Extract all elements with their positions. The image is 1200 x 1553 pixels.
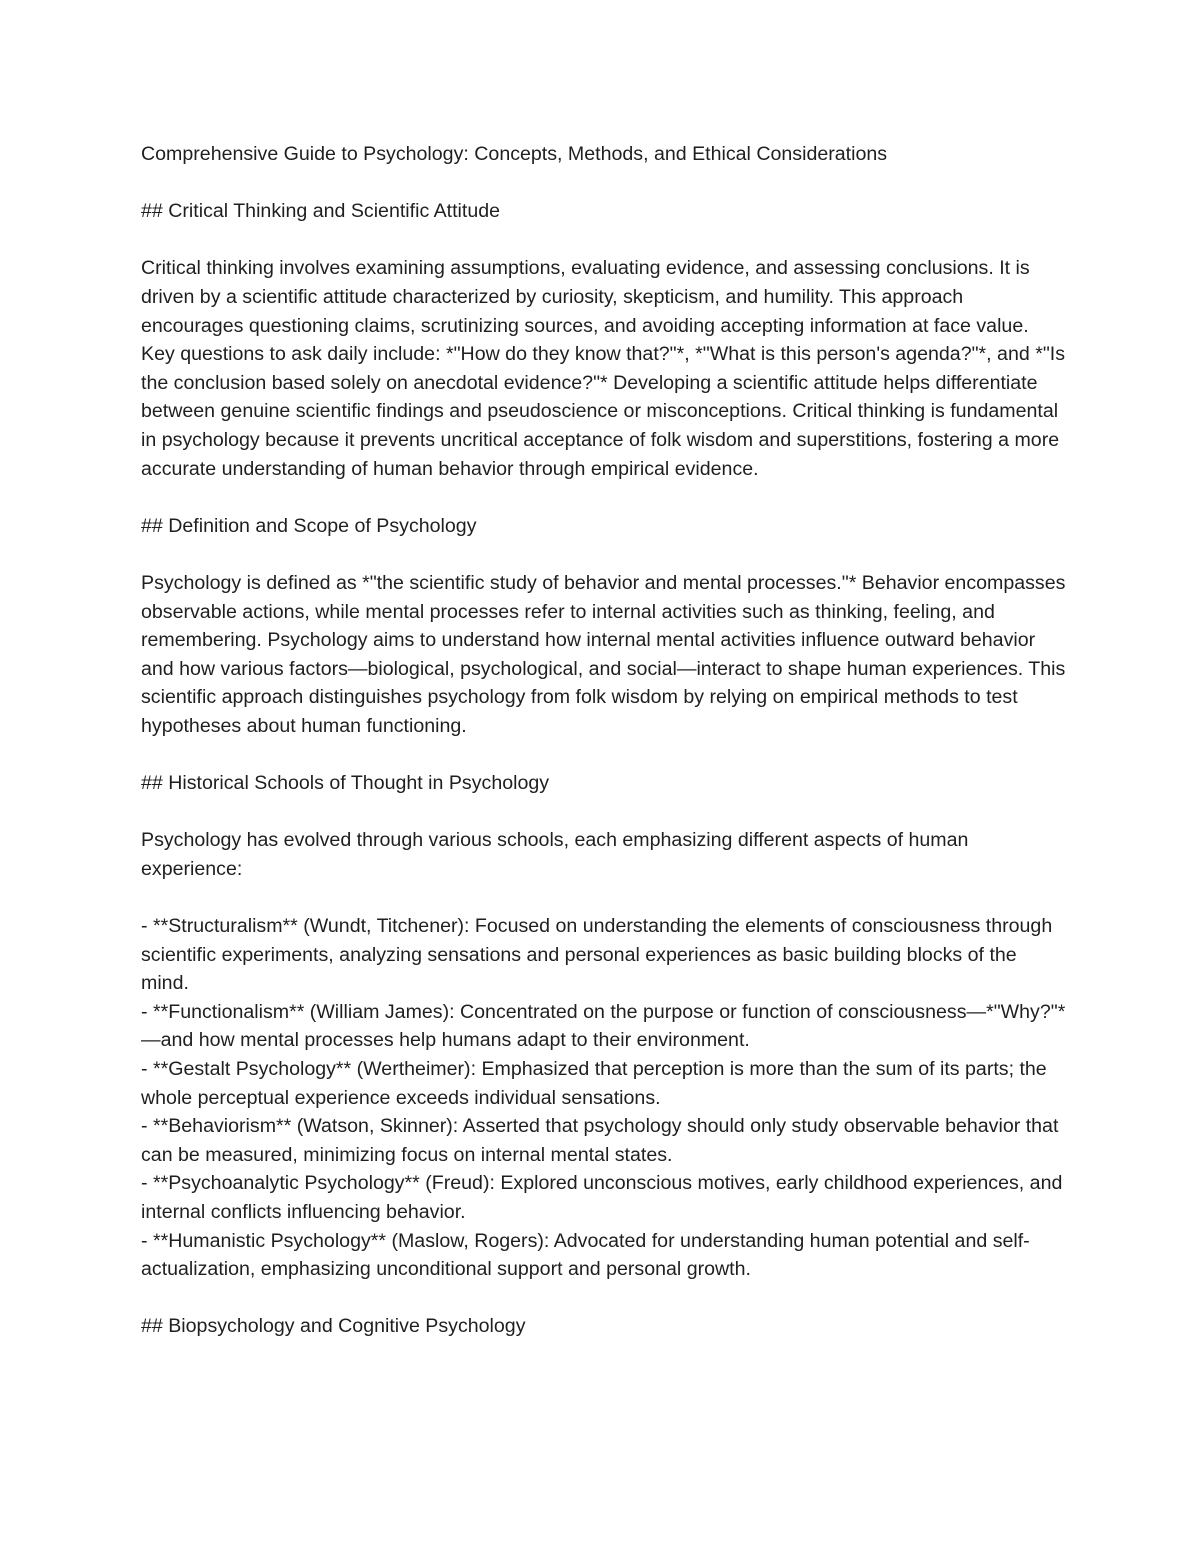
section-heading: ## Critical Thinking and Scientific Attitude: [141, 200, 501, 223]
list-item: - **Gestalt Psychology** (Wertheimer): Emphasized that perception is more than the sum of its parts; the whole perceptual experience exceeds individual sensations.: [141, 1058, 1047, 1109]
document-page: [141, 140, 1066, 1370]
list-item: - **Humanistic Psychology** (Maslow, Rogers): Advocated for understanding human potential and self-actualization, emphasizing unconditional support and personal growth.: [141, 1229, 1030, 1281]
section-heading: ## Historical Schools of Thought in Psychology: [141, 772, 550, 795]
schools-list: [141, 912, 1066, 1284]
section-intro: Psychology has evolved through various schools, each emphasizing different aspects of human experience:: [141, 829, 969, 880]
section-body: Critical thinking involves examining assumptions, evaluating evidence, and assessing conclusions. It is driven by a scientific attitude characterized by curiosity, skepticism, and humility. This approach encourages questioning claims, scrutinizing sources, and avoiding accepting information at face value. Key questions to ask daily include: *"How do they know that?"*, *"What is this person's agenda?"*, and *"Is the conclusion based solely on anecdotal evidence?"* Developing a scientific attitude helps differentiate between genuine scientific findings and pseudoscience or misconceptions. Critical thinking is fundamental in psychology because it prevents uncritical acceptance of folk wisdom and superstitions, fostering a more accurate understanding of human behavior through empirical evidence.: [141, 257, 1066, 480]
list-item: - **Psychoanalytic Psychology** (Freud): Explored unconscious motives, early childhood experiences, and internal conflicts influencing behavior.: [141, 1172, 1063, 1223]
list-item: - **Functionalism** (William James): Concentrated on the purpose or function of consciousness—*"Why?"*—and how mental processes help humans adapt to their environment.: [141, 1000, 1066, 1052]
section-heading: ## Definition and Scope of Psychology: [141, 514, 477, 537]
section-heading: ## Biopsychology and Cognitive Psychology: [141, 1315, 526, 1338]
document-title: Comprehensive Guide to Psychology: Concepts, Methods, and Ethical Considerations: [141, 143, 888, 165]
list-item: - **Behaviorism** (Watson, Skinner): Asserted that psychology should only study observable behavior that can be measured, minimizing focus on internal mental states.: [141, 1115, 1059, 1166]
section-body: Psychology is defined as *"the scientific study of behavior and mental processes."* Behavior encompasses observable actions, while mental processes refer to internal activities such as thinking, feeling, and remembering. Psychology aims to understand how internal mental activities influence outward behavior and how various factors—biological, psychological, and social—interact to shape human experiences. This scientific approach distinguishes psychology from folk wisdom by relying on empirical methods to test hypotheses about human functioning.: [141, 571, 1066, 737]
list-item: - **Structuralism** (Wundt, Titchener): Focused on understanding the elements of consciousness through scientific experiments, analyzing sensations and personal experiences as basic building blocks of the mind.: [141, 915, 1053, 995]
